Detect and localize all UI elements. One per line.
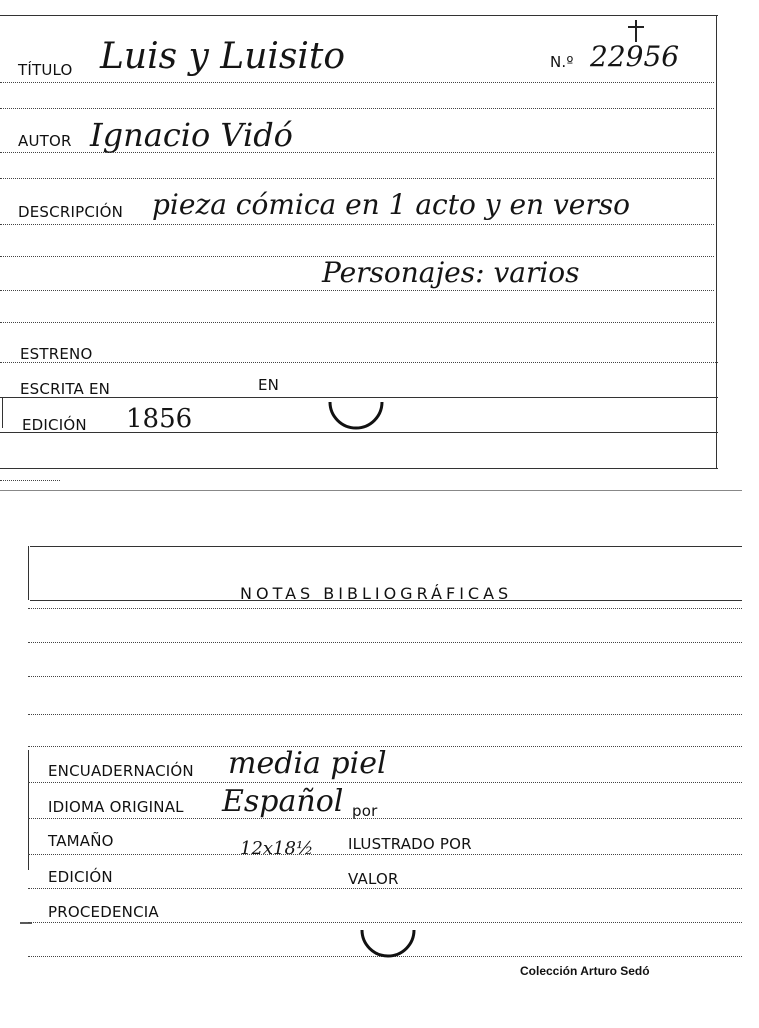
edicion-label: EDICIÓN [22,416,87,434]
descripcion-line [0,224,714,225]
notes-line-4 [28,714,742,715]
encuadernacion-label: ENCUADERNACIÓN [48,762,194,780]
titulo-line [0,82,714,83]
edicion2-line [28,888,742,889]
edicion2-label: EDICIÓN [48,868,113,886]
card-bottom-dotted [0,480,60,481]
dash-mark [20,910,34,929]
card-left-tick [2,398,3,428]
punch-hole-mark-2 [356,910,420,980]
notes-line-3 [28,676,742,677]
ilustrado-por-label: ILUSTRADO POR [348,835,472,853]
card2-top-border [30,546,742,547]
procedencia-label: PROCEDENCIA [48,903,159,921]
card2-left-border-lower [28,750,29,870]
tamano-value: 12x18½ [240,838,314,859]
descripcion-line-4 [0,322,714,323]
encuadernacion-value: media piel [228,746,387,781]
titulo-value: Luis y Luisito [100,36,346,77]
titulo-line-2 [0,108,714,109]
cross-mark [626,20,646,46]
valor-label: VALOR [348,870,399,888]
personajes-value: Personajes: varios [322,256,580,289]
notes-line-1 [28,608,742,609]
autor-label: AUTOR [18,132,72,150]
estreno-line [0,362,718,363]
card2-left-border [28,546,29,600]
tamano-label: TAMAÑO [48,832,114,850]
descripcion-label: DESCRIPCIÓN [18,203,124,221]
tamano-line [28,854,742,855]
autor-line-2 [0,178,714,179]
idioma-line [28,818,742,819]
punch-hole-mark [324,376,388,446]
en-label: EN [258,376,280,394]
descripcion-value: pieza cómica en 1 acto y en verso [152,188,630,221]
titulo-label: TÍTULO [18,61,73,79]
edicion-value: 1856 [126,404,193,434]
estreno-label: ESTRENO [20,345,93,363]
catalog-card-bottom [0,490,759,1028]
autor-value: Ignacio Vidó [90,116,293,154]
card-bottom-border [0,468,718,469]
card-top-border [0,15,718,16]
notes-line-2 [28,642,742,643]
catalog-card-top [0,0,759,490]
numero-label: N.º [550,53,574,71]
idioma-original-value: Español [222,784,344,819]
encuadernacion-line [28,782,742,783]
por-label: por [352,802,378,820]
descripcion-line-3 [0,290,714,291]
escrita-en-label: ESCRITA EN [20,380,111,398]
numero-value: 22956 [590,40,680,73]
autor-line [0,152,714,153]
idioma-original-label: IDIOMA ORIGINAL [48,798,184,816]
card-right-border [716,16,717,468]
notas-heading: NOTAS BIBLIOGRÁFICAS [240,584,513,603]
collection-stamp: Colección Arturo Sedó [520,964,650,978]
